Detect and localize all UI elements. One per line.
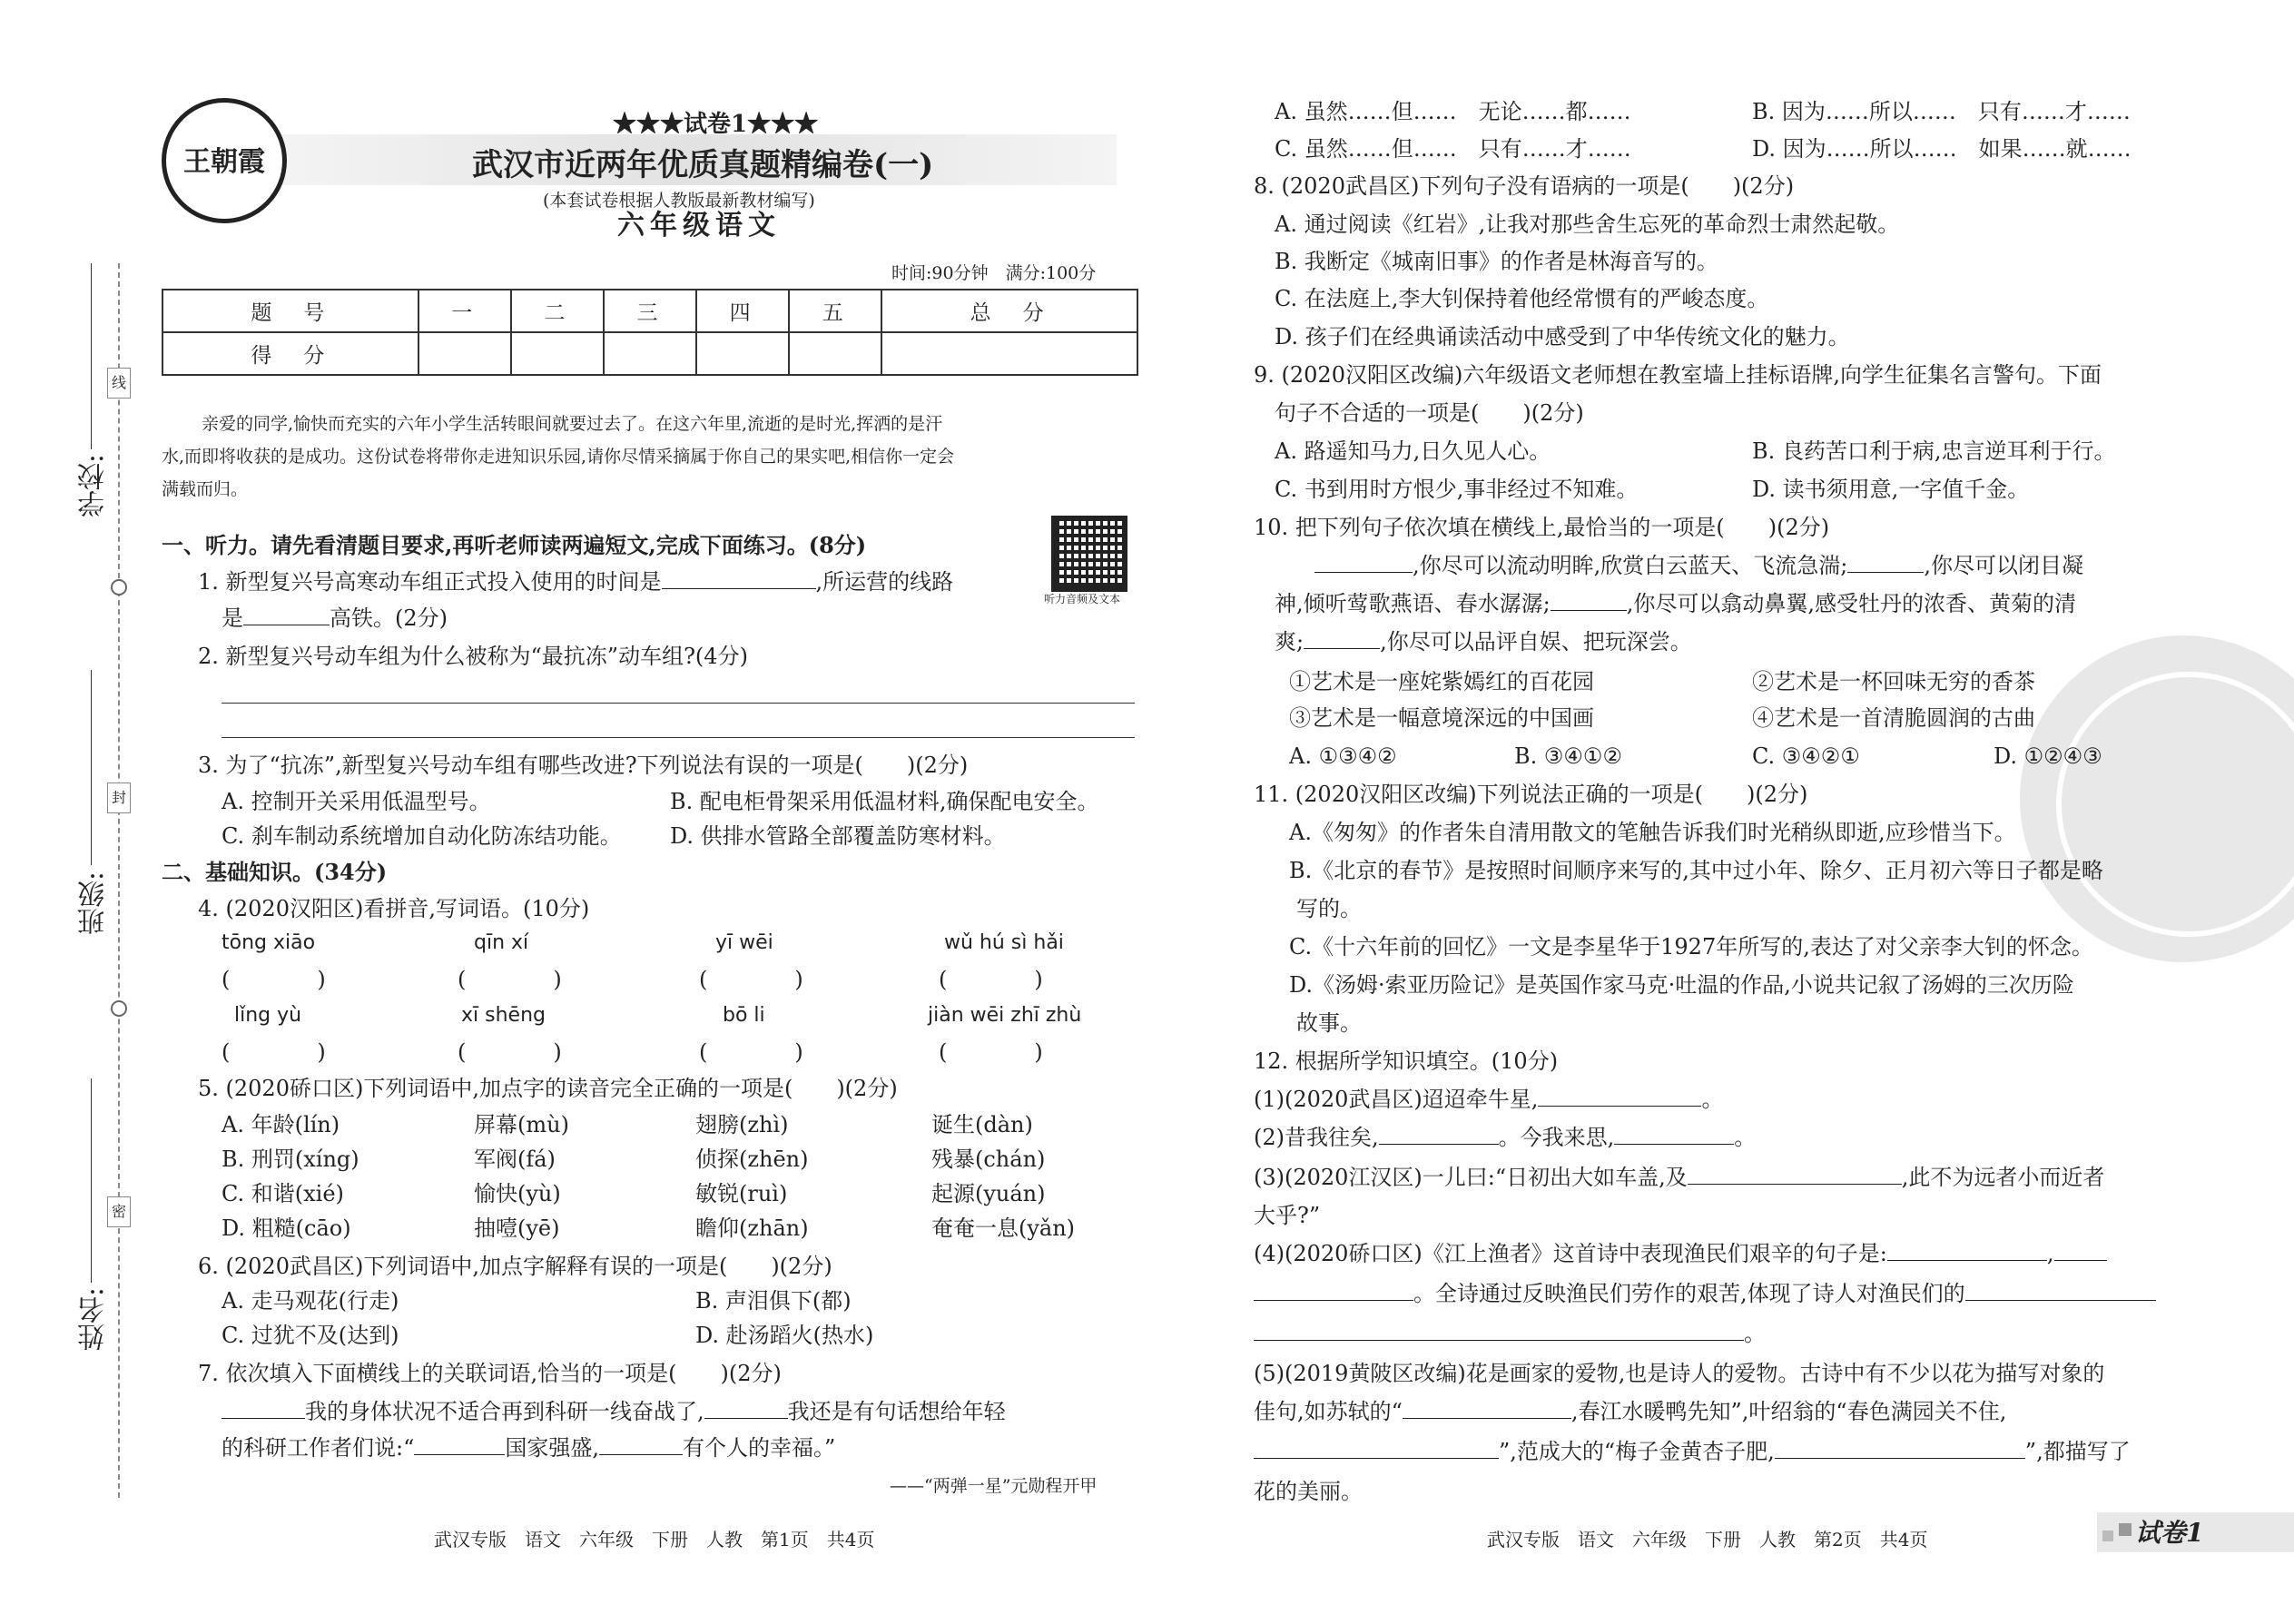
q5-option[interactable]: D. 粗糙(cāo) xyxy=(222,1216,351,1241)
q12-fill-5: (5)(2019黄陂区改编)花是画家的爱物,也是诗人的爱物。古诗中有不少以花为描写对象的 xyxy=(1254,1361,2105,1386)
answer-paren[interactable]: ( ) xyxy=(458,967,562,992)
q12-blank[interactable] xyxy=(1254,1320,1744,1341)
q9-option-c[interactable]: C. 书到用时方恨少,事非经过不知难。 xyxy=(1275,477,1639,502)
q5-word: 抽噎(yē) xyxy=(474,1216,560,1241)
confidential-seal-watermark xyxy=(2020,635,2294,962)
question-9: 9. (2020汉阳区改编)六年级语文老师想在教室墙上挂标语牌,向学生征集名言警句。下面 xyxy=(1254,362,2102,388)
q12-text: ,春江水暖鸭先知”,叶绍翁的“春色满园关不住, xyxy=(1570,1399,2007,1424)
q10-option[interactable]: D. ①②④③ xyxy=(1994,743,2102,769)
q12-text: ”,范成大的“梅子金黄杏子肥, xyxy=(1499,1439,1775,1464)
pinyin: wǔ hú sì hǎi xyxy=(944,931,1064,954)
q3-option-c[interactable]: C. 刹车制动系统增加自动化防冻结功能。 xyxy=(222,823,622,849)
q7-text-d: 国家强盛, xyxy=(505,1435,599,1461)
q12-blank[interactable] xyxy=(1887,1240,2047,1261)
q10-choice-3: ③艺术是一幅意境深远的中国画 xyxy=(1289,705,1594,731)
q12-blank[interactable] xyxy=(2054,1240,2107,1261)
q1-blank-date[interactable] xyxy=(662,568,816,589)
intro-line: 满载而归。 xyxy=(162,479,249,499)
q7-blank-2[interactable] xyxy=(704,1398,788,1419)
question-7: 7. 依次填入下面横线上的关联词语,恰当的一项是( )(2分) xyxy=(198,1361,782,1386)
q7-passage-line-2 xyxy=(222,1434,835,1462)
question-4: 4. (2020汉阳区)看拼音,写词语。(10分) xyxy=(198,896,590,921)
intro-line: 亲爱的同学,愉快而充实的六年小学生活转眼间就要过去了。在这六年里,流逝的是时光,挥洒的是汗 xyxy=(202,414,943,434)
q10-option[interactable]: B. ③④①② xyxy=(1514,743,1622,769)
q12-text: (2)昔我往矣, xyxy=(1254,1125,1379,1150)
pinyin: lǐng yù xyxy=(234,1004,302,1027)
binding-label-mi: 密 xyxy=(107,1196,131,1227)
subject-title: 六年级语文 xyxy=(617,210,781,241)
q10-text: ,你尽可以翕动鼻翼,感受牡丹的浓香、黄菊的清 xyxy=(1626,591,2076,616)
q7-source: ——“两弹一星”元勋程开甲 xyxy=(890,1476,1098,1496)
q12-blank[interactable] xyxy=(1688,1164,1902,1185)
q5-word: 敏锐(ruì) xyxy=(695,1181,788,1206)
q10-passage-line-1 xyxy=(1275,552,2083,579)
q10-blank-3[interactable] xyxy=(1551,590,1627,611)
q12-fill-2 xyxy=(1254,1124,1756,1151)
exam-tag-footer: 试卷1 xyxy=(2135,1518,2204,1548)
score-cell: 二 xyxy=(511,290,604,332)
q12-blank[interactable] xyxy=(1775,1438,2025,1459)
score-cell: 题 号 xyxy=(162,290,418,332)
q12-text: 。 xyxy=(1744,1321,1766,1346)
school-field[interactable] xyxy=(91,263,92,449)
q6-option-d[interactable]: D. 赴汤蹈火(热水) xyxy=(695,1323,874,1348)
q5-word: 军阀(fá) xyxy=(474,1147,556,1172)
q1-text-c: 是 xyxy=(222,605,243,631)
question-11: 11. (2020汉阳区改编)下列说法正确的一项是( )(2分) xyxy=(1254,782,1808,807)
score-table xyxy=(162,289,1138,376)
section-2-heading: 二、基础知识。(34分) xyxy=(162,859,388,885)
page-title: 武汉市近两年优质真题精编卷(一) xyxy=(472,147,934,183)
section-1-heading: 一、听力。请先看清题目要求,再听老师读两遍短文,完成下面练习。(8分) xyxy=(162,532,867,558)
q7-option-a[interactable]: A. 虽然……但…… 无论……都…… xyxy=(1275,99,1631,124)
question-1-cont xyxy=(222,605,448,632)
q12-fill-5-cont xyxy=(1254,1398,2006,1425)
seal-ring xyxy=(2056,672,2294,937)
q1-text-d: 高铁。(2分) xyxy=(330,605,448,631)
q5-word: 愉快(yù) xyxy=(474,1181,561,1206)
logo-text: 王朝霞 xyxy=(183,146,265,178)
q6-option-a[interactable]: A. 走马观花(行走) xyxy=(222,1288,399,1314)
score-input-cell[interactable] xyxy=(789,332,881,375)
exam-tag: ★★★试卷1★★★ xyxy=(613,111,819,138)
q5-word: 翅膀(zhì) xyxy=(695,1112,789,1137)
q7-option-b[interactable]: B. 因为……所以…… 只有……才…… xyxy=(1752,99,2131,124)
answer-paren[interactable]: ( ) xyxy=(699,967,803,992)
q3-option-a[interactable]: A. 控制开关采用低温型号。 xyxy=(222,789,491,814)
q10-option[interactable]: C. ③④②① xyxy=(1752,743,1860,769)
q12-fill-4-cont xyxy=(1254,1280,2156,1307)
answer-line[interactable] xyxy=(222,703,1135,704)
q10-passage-line-2 xyxy=(1275,590,2076,617)
q10-choice-4: ④艺术是一首清脆圆润的古曲 xyxy=(1752,705,2035,731)
q12-fill-3-cont: 大乎?” xyxy=(1254,1203,1321,1228)
tag-square-icon xyxy=(2102,1530,2113,1541)
q5-option[interactable]: C. 和谐(xié) xyxy=(222,1181,344,1206)
tag-square-icon xyxy=(2119,1523,2132,1536)
q10-blank-4[interactable] xyxy=(1304,628,1380,649)
pinyin: yī wēi xyxy=(715,931,773,954)
score-cell: 得 分 xyxy=(162,332,418,375)
pinyin: xī shēng xyxy=(461,1004,546,1027)
question-1 xyxy=(198,568,953,595)
q3-option-b[interactable]: B. 配电柜骨架采用低温材料,确保配电安全。 xyxy=(670,789,1099,814)
q7-text-a: 我的身体状况不适合再到科研一线奋战了, xyxy=(305,1399,704,1424)
name-label: 姓名: xyxy=(78,1287,110,1352)
q12-blank[interactable] xyxy=(1254,1438,1499,1459)
q5-word: 诞生(dàn) xyxy=(931,1112,1033,1137)
q10-text: ,你尽可以流动明眸,欣赏白云蓝天、飞流急湍; xyxy=(1413,553,1848,578)
q7-blank-4[interactable] xyxy=(599,1434,683,1455)
q7-option-c[interactable]: C. 虽然……但…… 只有……才…… xyxy=(1275,136,1631,162)
q7-blank-3[interactable] xyxy=(414,1434,505,1455)
q1-text-a: 1. 新型复兴号高寒动车组正式投入使用的时间是 xyxy=(198,569,662,595)
class-label: 班级: xyxy=(78,871,110,936)
question-2: 2. 新型复兴号动车组为什么被称为“最抗冻”动车组?(4分) xyxy=(198,644,748,669)
q12-blank[interactable] xyxy=(1614,1124,1734,1145)
answer-paren[interactable]: ( ) xyxy=(222,967,326,992)
answer-paren[interactable]: ( ) xyxy=(939,1039,1043,1065)
score-input-cell[interactable] xyxy=(511,332,604,375)
question-10: 10. 把下列句子依次填在横线上,最恰当的一项是( )(2分) xyxy=(1254,515,1830,540)
q12-text: 。全诗通过反映渔民们劳作的艰苦,体现了诗人对渔民们的 xyxy=(1413,1281,1965,1306)
q12-text: 。 xyxy=(1734,1125,1757,1150)
q12-fill-4 xyxy=(1254,1240,2107,1267)
q5-word: 瞻仰(zhān) xyxy=(695,1216,809,1241)
answer-paren[interactable]: ( ) xyxy=(699,1039,803,1065)
question-8: 8. (2020武昌区)下列句子没有语病的一项是( )(2分) xyxy=(1254,173,1795,199)
q10-choice-1: ①艺术是一座姹紫嫣红的百花园 xyxy=(1289,669,1594,694)
question-3: 3. 为了“抗冻”,新型复兴号动车组有哪些改进?下列说法有误的一项是( )(2分) xyxy=(198,753,969,778)
q10-passage-line-3 xyxy=(1275,628,1692,655)
binding-label-xian: 线 xyxy=(107,368,131,399)
footer-left: 武汉专版 语文 六年级 下册 人教 第1页 共4页 xyxy=(434,1529,875,1550)
q12-text: ”,都描写了 xyxy=(2024,1439,2131,1464)
q10-text: 神,倾听莺歌燕语、春水潺潺; xyxy=(1275,591,1551,616)
q12-text: (4)(2020硚口区)《江上渔者》这首诗中表现渔民们艰辛的句子是: xyxy=(1254,1241,1887,1266)
q5-word: 奄奄一息(yǎn) xyxy=(931,1216,1076,1241)
score-cell: 五 xyxy=(789,290,881,332)
question-6: 6. (2020武昌区)下列词语中,加点字解释有误的一项是( )(2分) xyxy=(198,1254,832,1279)
q8-option-c[interactable]: C. 在法庭上,李大钊保持着他经常惯有的严峻态度。 xyxy=(1275,286,1769,311)
q7-blank-1[interactable] xyxy=(222,1398,305,1419)
q7-option-d[interactable]: D. 因为……所以…… 如果……就…… xyxy=(1752,136,2132,162)
binding-label-feng: 封 xyxy=(107,782,131,813)
q11-option-a[interactable]: A.《匆匆》的作者朱自清用散文的笔触告诉我们时光稍纵即逝,应珍惜当下。 xyxy=(1289,820,2016,845)
q12-blank[interactable] xyxy=(1965,1280,2156,1301)
question-9-cont: 句子不合适的一项是( )(2分) xyxy=(1275,400,1584,426)
q12-blank[interactable] xyxy=(1403,1398,1571,1419)
q6-option-c[interactable]: C. 过犹不及(达到) xyxy=(222,1323,399,1348)
q12-text: (3)(2020江汉区)一儿曰:“日初出大如车盖,及 xyxy=(1254,1165,1688,1190)
q11-option-d-cont: 故事。 xyxy=(1296,1010,1362,1036)
q10-text: ,你尽可以闭目凝 xyxy=(1924,553,2083,578)
q12-blank[interactable] xyxy=(1254,1280,1413,1301)
intro-line: 水,而即将收获的是成功。这份试卷将带你走进知识乐园,请你尽情采摘属于你自己的果实吧,相信你一定会 xyxy=(162,447,955,467)
q10-option[interactable]: A. ①③④② xyxy=(1289,743,1397,769)
score-input-cell[interactable] xyxy=(881,332,1137,375)
question-12: 12. 根据所学知识填空。(10分) xyxy=(1254,1048,1559,1074)
q1-text-b: ,所运营的线路 xyxy=(815,569,954,595)
q7-text-b: 我还是有句话想给年轻 xyxy=(787,1399,1006,1424)
q9-option-b[interactable]: B. 良药苦口利于病,忠言逆耳利于行。 xyxy=(1752,438,2116,464)
score-input-cell[interactable] xyxy=(418,332,511,375)
q6-option-b[interactable]: B. 声泪俱下(都) xyxy=(695,1288,852,1314)
q8-option-a[interactable]: A. 通过阅读《红岩》,让我对那些舍生忘死的革命烈士肃然起敬。 xyxy=(1275,212,1900,237)
q5-option[interactable]: B. 刑罚(xíng) xyxy=(222,1147,359,1172)
q12-blank[interactable] xyxy=(1379,1124,1499,1145)
q12-text: , xyxy=(2046,1241,2054,1266)
q12-fill-4-cont2 xyxy=(1254,1320,1766,1347)
answer-line[interactable] xyxy=(222,737,1135,738)
answer-paren[interactable]: ( ) xyxy=(939,967,1043,992)
q12-text: 佳句,如苏轼的“ xyxy=(1254,1399,1403,1424)
qr-code-icon[interactable] xyxy=(1051,516,1127,592)
score-cell: 总 分 xyxy=(881,290,1137,332)
answer-paren[interactable]: ( ) xyxy=(458,1039,562,1065)
q11-option-d[interactable]: D.《汤姆·索亚历险记》是英国作家马克·吐温的作品,小说共记叙了汤姆的三次历险 xyxy=(1289,972,2074,998)
q8-option-b[interactable]: B. 我断定《城南旧事》的作者是林海音写的。 xyxy=(1275,249,1718,274)
q7-text-c: 的科研工作者们说:“ xyxy=(222,1435,415,1461)
pinyin: jiàn wēi zhī zhù xyxy=(928,1004,1082,1027)
q9-option-d[interactable]: D. 读书须用意,一字值千金。 xyxy=(1752,477,2030,502)
pinyin: qīn xí xyxy=(474,931,529,954)
publisher-logo xyxy=(162,98,287,223)
q1-blank-line[interactable] xyxy=(243,605,330,625)
q12-fill-1 xyxy=(1254,1086,1723,1113)
score-cell: 四 xyxy=(696,290,789,332)
q12-text: (1)(2020武昌区)迢迢牵牛星, xyxy=(1254,1087,1539,1112)
score-table-score-row xyxy=(162,332,1137,375)
binding-hole-icon xyxy=(111,579,127,595)
q12-blank[interactable] xyxy=(1538,1086,1701,1107)
q12-text: 。 xyxy=(1701,1087,1724,1112)
class-field[interactable] xyxy=(91,670,92,865)
q11-option-b[interactable]: B.《北京的春节》是按照时间顺序来写的,其中过小年、除夕、正月初六等日子都是略 xyxy=(1289,858,2103,883)
school-label: 学校: xyxy=(78,454,110,518)
q5-option[interactable]: A. 年龄(lín) xyxy=(222,1112,340,1137)
q10-text: ,你尽可以品评自娱、把玩深尝。 xyxy=(1380,629,1692,655)
q7-text-e: 有个人的幸福。” xyxy=(683,1435,836,1461)
q11-option-b-cont: 写的。 xyxy=(1296,896,1362,921)
q10-blank-2[interactable] xyxy=(1847,552,1924,573)
score-cell: 一 xyxy=(418,290,511,332)
q5-word: 起源(yuán) xyxy=(931,1181,1046,1206)
score-cell: 三 xyxy=(604,290,696,332)
question-5: 5. (2020硚口区)下列词语中,加点字的读音完全正确的一项是( )(2分) xyxy=(198,1076,898,1101)
q12-text: ,此不为远者小而近者 xyxy=(1901,1165,2105,1190)
qr-label: 听力音频及文本 xyxy=(1044,593,1121,605)
q3-option-d[interactable]: D. 供排水管路全部覆盖防寒材料。 xyxy=(670,823,1006,849)
score-input-cell[interactable] xyxy=(696,332,789,375)
score-table-header-row xyxy=(162,290,1137,332)
score-input-cell[interactable] xyxy=(604,332,696,375)
q10-choice-2: ②艺术是一杯回味无穷的香茶 xyxy=(1752,669,2035,694)
subtitle: (本套试卷根据人教版最新教材编写) xyxy=(543,191,815,211)
q7-passage-line-1 xyxy=(222,1398,1006,1425)
footer-right: 武汉专版 语文 六年级 下册 人教 第2页 共4页 xyxy=(1487,1529,1928,1550)
binding-line xyxy=(118,263,120,1498)
q12-fill-5-cont3: 花的美丽。 xyxy=(1254,1479,1363,1504)
q5-word: 屏幕(mù) xyxy=(474,1112,569,1137)
q9-option-a[interactable]: A. 路遥知马力,日久见人心。 xyxy=(1275,438,1551,464)
q12-fill-3 xyxy=(1254,1164,2104,1191)
pinyin: bō li xyxy=(723,1004,765,1027)
q10-blank-1[interactable] xyxy=(1314,552,1413,573)
q10-text: 爽; xyxy=(1275,629,1305,655)
q8-option-d[interactable]: D. 孩子们在经典诵读活动中感受到了中华传统文化的魅力。 xyxy=(1275,324,1850,349)
name-field[interactable] xyxy=(91,1078,92,1283)
q12-text: 。今我来思, xyxy=(1498,1125,1615,1150)
time-info: 时间:90分钟 满分:100分 xyxy=(891,263,1097,283)
binding-hole-icon xyxy=(111,1000,127,1017)
pinyin: tōng xiāo xyxy=(222,931,316,954)
q5-word: 残暴(chán) xyxy=(931,1147,1046,1172)
q11-option-c[interactable]: C.《十六年前的回忆》一文是李星华于1927年所写的,表达了对父亲李大钊的怀念。 xyxy=(1289,934,2093,960)
answer-paren[interactable]: ( ) xyxy=(222,1039,326,1065)
q5-word: 侦探(zhēn) xyxy=(695,1147,809,1172)
q12-fill-5-cont2 xyxy=(1254,1438,2131,1465)
